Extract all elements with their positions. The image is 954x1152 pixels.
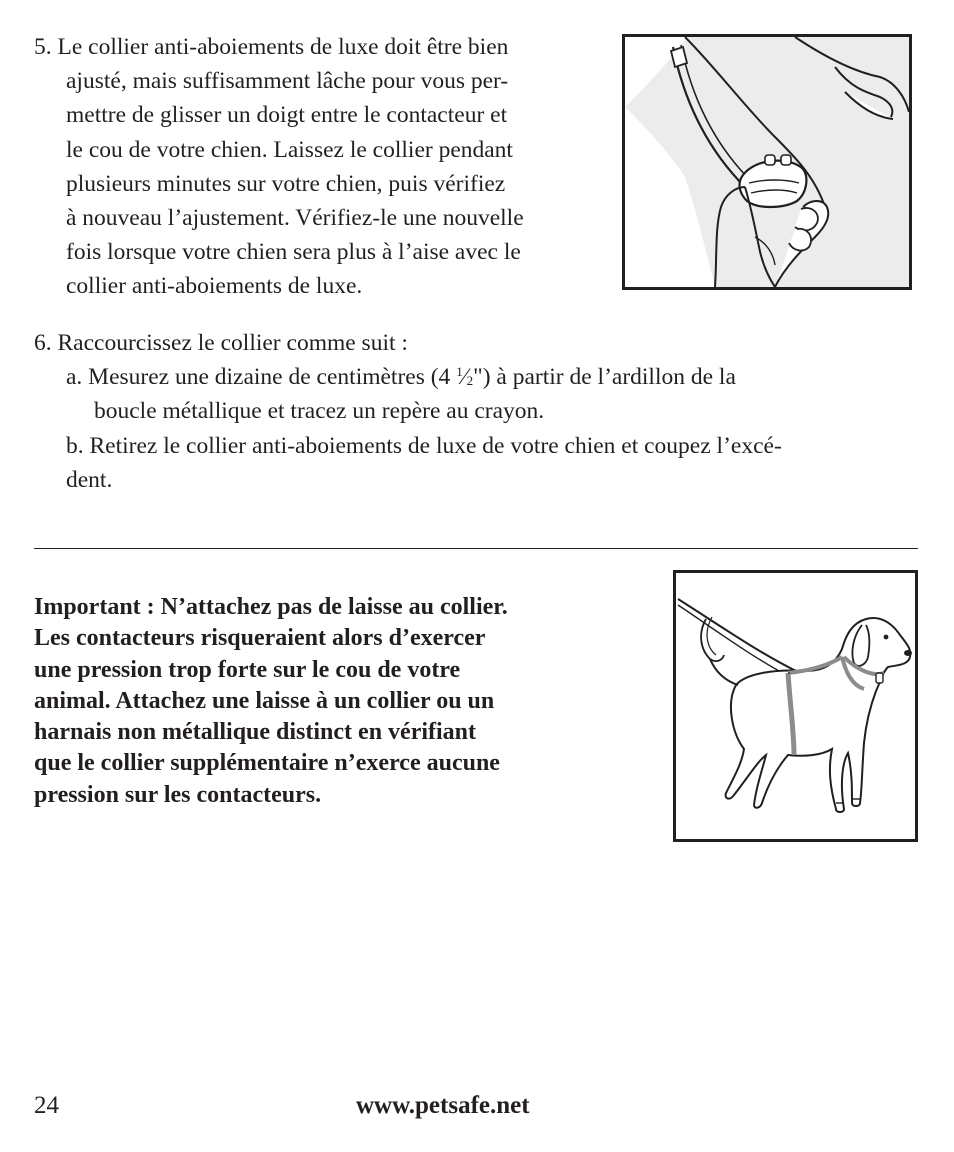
website-url: www.petsafe.net	[356, 1092, 530, 1119]
step-5-line-5: plusieurs minutes sur votre chien, puis vérifiez	[66, 170, 506, 197]
important-line-2: Les contacteurs risqueraient alors d’exercer	[34, 625, 486, 652]
dog-harness-drawing	[676, 573, 915, 839]
step-6-intro: 6. Raccourcissez le collier comme suit :	[34, 330, 408, 356]
step-5-line-7: fois lorsque votre chien sera plus à l’aise avec le	[66, 239, 521, 266]
important-line-4: animal. Attachez une laisse à un collier ou un	[34, 687, 495, 714]
step-5-line-1: 5. Le collier anti-aboiements de luxe doit être bien	[34, 34, 509, 60]
dog-harness-illustration	[673, 570, 918, 842]
important-line-5: harnais non métallique distinct en vérifiant	[34, 719, 477, 746]
step-6a-text-before: a. Mesurez une dizaine de centimètres (4	[66, 364, 457, 391]
important-notice	[34, 592, 664, 811]
step-5-line-6: à nouveau l’ajustement. Vérifiez-le une nouvelle	[66, 205, 524, 232]
important-line-3: une pression trop forte sur le cou de votre	[34, 656, 461, 683]
step-6b-line-1: b. Retirez le collier anti-aboiements de luxe de votre chien et coupez l’excé-	[66, 432, 782, 459]
step-6b-line-2: dent.	[66, 466, 113, 493]
important-line-1: Important : N’attachez pas de laisse au collier.	[34, 594, 508, 620]
step-5-line-2: ajusté, mais suffisamment lâche pour vous per-	[66, 68, 509, 95]
step-5-line-3: mettre de glisser un doigt entre le contacteur et	[66, 102, 508, 129]
step-5-line-4: le cou de votre chien. Laissez le collier pendant	[66, 136, 513, 163]
section-divider	[34, 548, 918, 549]
step-6a-line-1: a. Mesurez une dizaine de centimètres (4 $^1⁄_2$") à partir de l’ardillon de la	[66, 364, 736, 391]
step-5-paragraph	[34, 30, 614, 304]
step-5-line-8: collier anti-aboiements de luxe.	[66, 273, 363, 300]
important-line-7: pression sur les contacteurs.	[34, 781, 322, 808]
important-line-6: que le collier supplémentaire n’exerce aucune	[34, 750, 500, 777]
collar-fit-drawing	[625, 37, 909, 287]
page-number: 24	[34, 1092, 59, 1119]
collar-fit-illustration	[622, 34, 912, 290]
step-6-paragraph	[34, 326, 924, 497]
fraction-numerator: 1	[456, 364, 463, 380]
step-6a-text-after: ") à partir de l’ardillon de la	[473, 364, 736, 391]
step-6a-line-2: boucle métallique et tracez un repère au crayon.	[94, 398, 545, 425]
fraction-denominator: 2	[466, 373, 474, 389]
